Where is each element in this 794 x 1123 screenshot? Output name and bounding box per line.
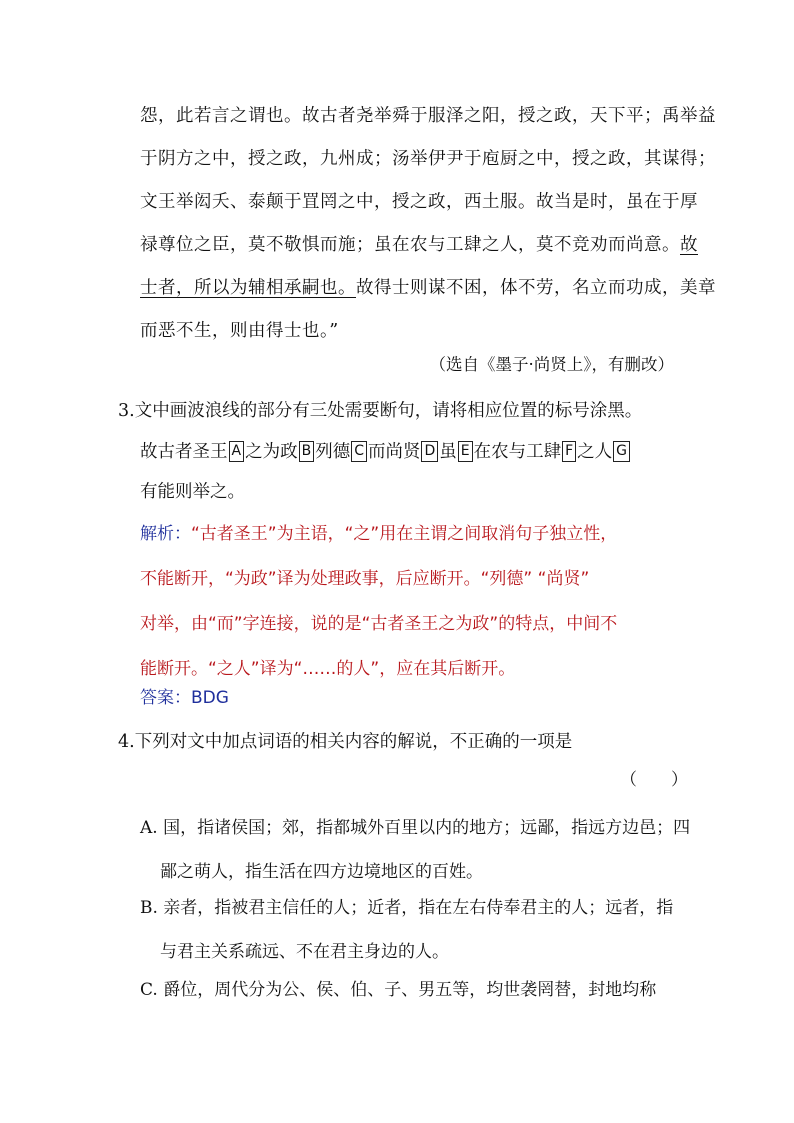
sentence-segment: 虽 xyxy=(439,442,457,462)
question-text: 文中画波浪线的部分有三处需要断句，请将相应位置的标号涂黑。 xyxy=(134,401,643,421)
question-number: 3. xyxy=(118,401,135,421)
answer-blank[interactable]: （ ） xyxy=(620,770,688,790)
sentence-segment: 而尚贤 xyxy=(367,442,421,462)
passage-text: 故得士则谋不困，体不劳，名立而功成，美章 xyxy=(356,278,716,298)
analysis xyxy=(140,512,680,692)
break-option-box[interactable]: E xyxy=(458,441,473,462)
break-option-box[interactable]: D xyxy=(421,441,438,462)
option-text: 鄙之萌人，指生活在四方边境地区的百姓。 xyxy=(160,862,483,882)
break-option-box[interactable]: G xyxy=(613,441,630,462)
passage-text: 禄尊位之臣，莫不敬惧而施；虽在农与工肆之人，莫不竞劝而尚意。 xyxy=(140,235,680,255)
option-a[interactable] xyxy=(140,806,691,894)
option-text: C. 爵位，周代分为公、侯、伯、子、男五等，均世袭罔替，封地均称 xyxy=(140,980,657,1000)
option-c[interactable] xyxy=(140,968,680,1012)
option-text: B. 亲者，指被君主信任的人；近者，指在左右侍奉君主的人；远者，指 xyxy=(140,898,674,918)
passage-line: 于阴方之中，授之政，九州成；汤举伊尹于庖厨之中，授之政，其谋得； xyxy=(140,149,716,169)
underlined-text: 故 xyxy=(680,235,698,255)
break-option-box[interactable]: F xyxy=(562,441,576,462)
passage-line xyxy=(140,224,698,267)
underlined-text: 士者，所以为辅相承嗣也。 xyxy=(140,278,356,298)
passage-source: （选自《墨子·尚贤上》，有删改） xyxy=(429,355,674,374)
question-4-stem xyxy=(118,724,680,760)
break-option-box[interactable]: B xyxy=(299,441,315,462)
sentence-segment: 之为政 xyxy=(245,442,298,462)
answer: 答案：BDG xyxy=(140,688,229,708)
question-3-stem xyxy=(118,393,680,429)
option-text: 与君主关系疏远、不在君主身边的人。 xyxy=(160,942,449,962)
passage-line: 而恶不生，则由得士也。” xyxy=(140,321,339,341)
question-text: 下列对文中加点词语的相关内容的解说，不正确的一项是 xyxy=(134,732,573,752)
option-text: A. 国，指诸侯国；郊，指都城外百里以内的地方；远鄙，指远方边邑；四 xyxy=(140,818,691,838)
passage-line: 文王举闳夭、泰颠于罝罔之中，授之政，西土服。故当是时，虽在于厚 xyxy=(140,192,698,212)
sentence-segment: 故古者圣王 xyxy=(140,442,228,462)
sentence-segment: 之人 xyxy=(577,442,613,462)
passage xyxy=(140,95,716,353)
analysis-text: “古者圣王”为主语，“之”用在主谓之间取消句子独立性， xyxy=(191,524,618,544)
analysis-line: 对举，由“而”字连接，说的是“古者圣王之为政”的特点，中间不 xyxy=(140,614,618,634)
sentence-segment: 列德 xyxy=(315,442,351,462)
question-number: 4. xyxy=(118,732,135,752)
passage-line: 怨，此若言之谓也。故古者尧举舜于服泽之阳，授之政，天下平；禹举益 xyxy=(140,106,716,126)
question-3-sentence-cont: 有能则举之。 xyxy=(140,482,245,502)
break-option-box[interactable]: A xyxy=(229,441,245,462)
analysis-line xyxy=(140,512,680,557)
analysis-line: 不能断开，“为政”译为处理政事，后应断开。“列德” “尚贤” xyxy=(140,569,590,589)
break-option-box[interactable]: C xyxy=(351,441,367,462)
sentence-segment: 在农与工肆 xyxy=(473,442,562,462)
analysis-label: 解析： xyxy=(140,524,191,544)
analysis-line: 能断开。“之人”译为“……的人”，应在其后断开。 xyxy=(140,659,516,679)
passage-line xyxy=(140,267,716,310)
option-b[interactable] xyxy=(140,886,680,974)
question-3-sentence xyxy=(140,434,702,470)
